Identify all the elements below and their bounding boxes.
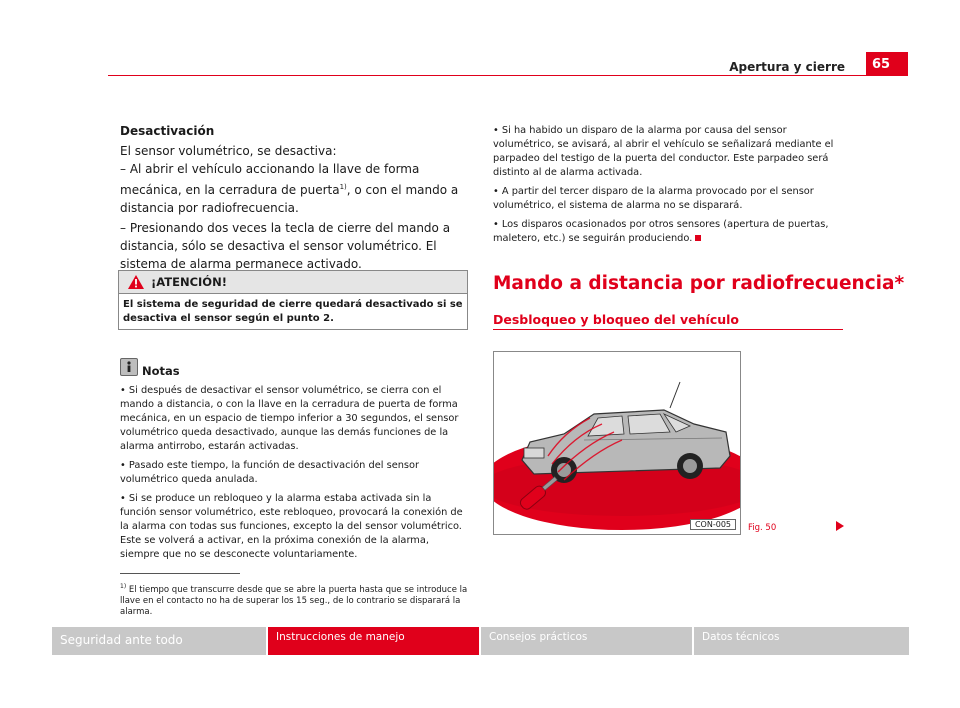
- alarm-info-text: • Los disparos ocasionados por otros sensores (apertura de puertas, maletero, etc.) se seguirán produciendo.: [493, 219, 829, 244]
- right-column: [493, 124, 848, 251]
- page-number: 65: [866, 52, 908, 76]
- tab-practical-tips[interactable]: Consejos prácticos: [481, 627, 692, 655]
- footnote-text: El tiempo que transcurre desde que se abre la puerta hasta que se introduce la llave en el contacto no ha de superar los 15 seg., de lo contrario se disparará la alarma.: [120, 584, 468, 617]
- step-1-text-cont: , o con el mando a distancia por radiofrecuencia.: [120, 183, 459, 215]
- chapter-title: Apertura y cierre: [729, 60, 845, 74]
- note-item: • Si se produce un rebloqueo y la alarma estaba activada sin la función sensor volumétrico, este rebloqueo, provocará la conexión de la alarma con todas sus funciones, excepto la del sensor volumétrico. Este se volverá a activar, en la próxima conexión de la alarma, siempre que no se desconecte voluntariamente.: [120, 493, 463, 560]
- warning-header: [119, 271, 467, 294]
- step-1: [120, 160, 468, 217]
- section-subtitle: Desbloqueo y bloqueo del vehículo: [493, 312, 740, 327]
- intro-text: El sensor volumétrico, se desactiva:: [120, 144, 337, 158]
- tab-operating-instructions[interactable]: Instrucciones de manejo: [268, 627, 479, 655]
- notes-title: Notas: [142, 364, 180, 378]
- info-note-icon: [120, 358, 138, 376]
- tab-technical-data[interactable]: Datos técnicos: [694, 627, 909, 655]
- tab-safety[interactable]: Seguridad ante todo: [52, 627, 266, 655]
- note-item: • Pasado este tiempo, la función de desactivación del sensor volumétrico queda anulada.: [120, 460, 420, 485]
- footnote-ref[interactable]: 1): [339, 183, 347, 191]
- continue-arrow-icon[interactable]: [836, 521, 844, 531]
- step-1-text: – Al abrir el vehículo accionando la llave de forma mecánica, en la cerradura de puerta: [120, 162, 420, 197]
- alarm-info-item: [493, 218, 848, 246]
- warning-icon: [127, 274, 145, 290]
- header-rule: [108, 75, 866, 76]
- section-title: Mando a distancia por radiofrecuencia*: [493, 273, 905, 294]
- notes-list: [120, 384, 468, 567]
- subtitle-rule: [493, 329, 843, 330]
- car-remote-illustration: [494, 352, 741, 535]
- warning-title: ¡ATENCIÓN!: [151, 275, 227, 289]
- alarm-info-item: • A partir del tercer disparo de la alarma provocado por el sensor volumétrico, el sistema de alarma no se disparará.: [493, 186, 814, 211]
- warning-box: [118, 270, 468, 330]
- section-end-marker: [695, 235, 701, 241]
- alarm-info-item: • Si ha habido un disparo de la alarma por causa del sensor volumétrico, se avisará, al abrir el vehículo se señalizará mediante el parpadeo del testigo de la puerta del conductor. Este parpadeo será distinto al de alarma activada.: [493, 125, 834, 178]
- footnote-rule: [120, 573, 240, 574]
- footnote-marker: 1): [120, 583, 127, 590]
- left-column: [120, 124, 468, 273]
- step-2: – Presionando dos veces la tecla de cierre del mando a distancia, sólo se desactiva el sensor volumétrico. El sistema de alarma permanece activado.: [120, 221, 451, 271]
- figure-code: CON-005: [690, 519, 736, 530]
- figure-car-remote: [493, 351, 741, 535]
- warning-text: El sistema de seguridad de cierre quedará desactivado si se desactiva el sensor según el punto 2.: [123, 299, 463, 324]
- footnote: [120, 581, 468, 618]
- note-item: • Si después de desactivar el sensor volumétrico, se cierra con el mando a distancia, o con la llave en la cerradura de puerta de forma mecánica, en un espacio de tiempo inferior a 30 segundos, el sensor volumétrico queda desactivado, aunque las demás funciones de la alarma antirrobo, estarán activadas.: [120, 385, 459, 452]
- notes-header: [120, 358, 468, 378]
- figure-label: Fig. 50: [748, 523, 777, 533]
- deactivation-heading: Desactivación: [120, 124, 215, 138]
